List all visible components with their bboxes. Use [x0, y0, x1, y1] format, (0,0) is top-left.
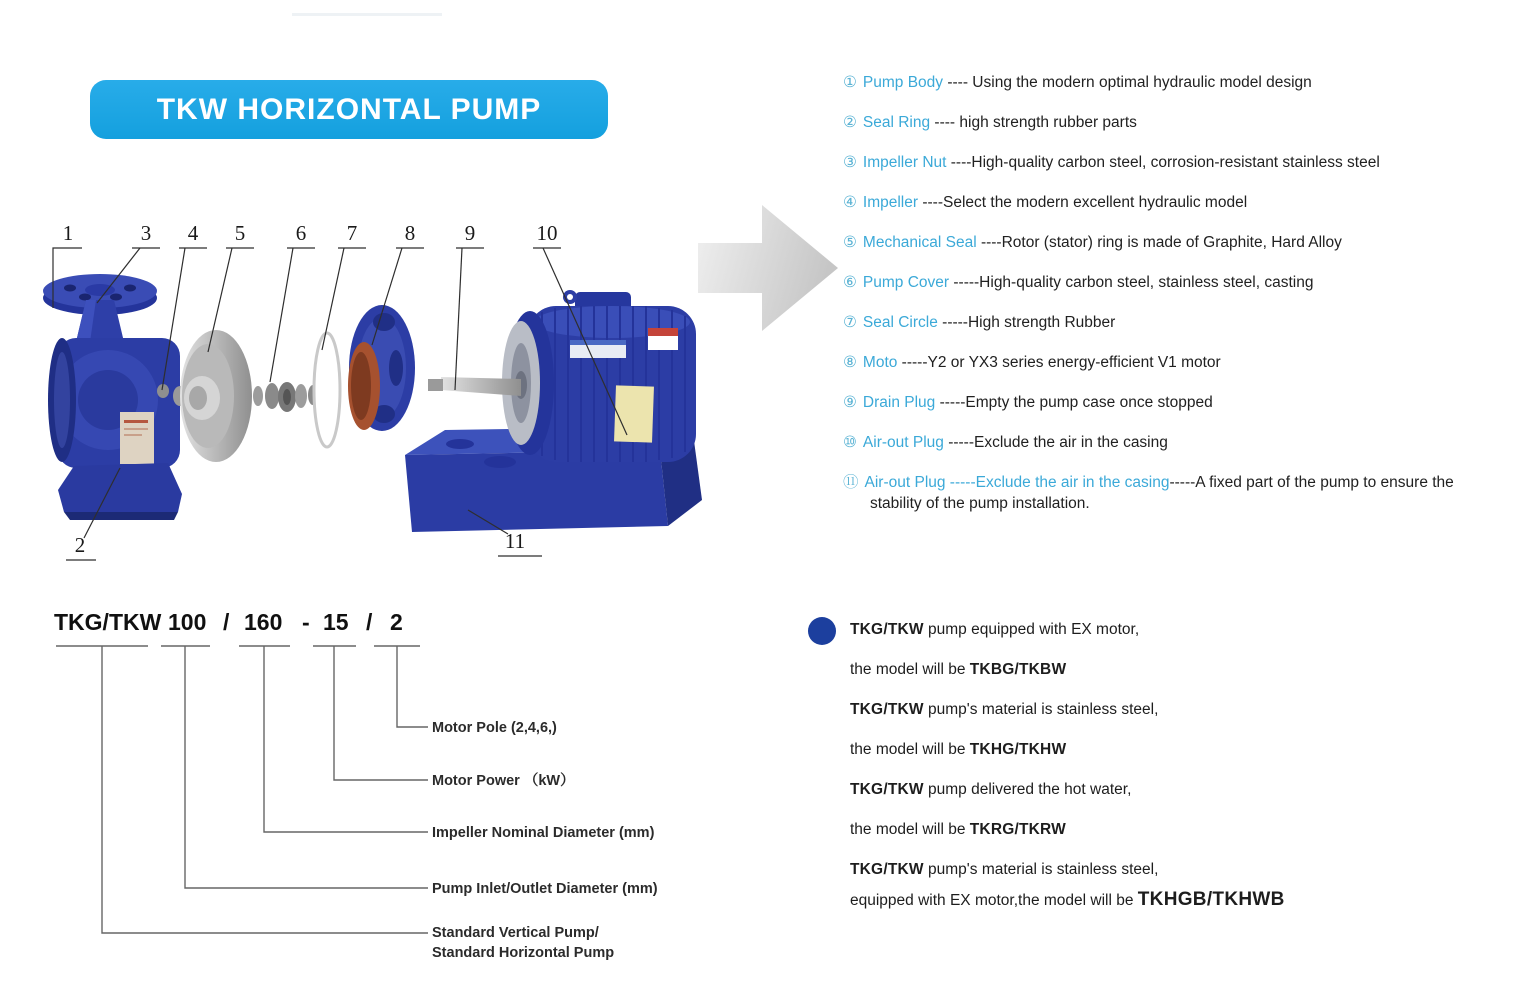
- part-name: Impeller: [862, 194, 919, 211]
- part-legend-item-7: [843, 312, 1493, 333]
- part-legend-item-10: [843, 432, 1493, 453]
- model-code-power: 15: [323, 609, 349, 635]
- part-callout-number-3: 3: [140, 221, 152, 245]
- part-name: Pump Body: [862, 74, 944, 91]
- model-code-text: TKHG/TKHW: [969, 741, 1067, 758]
- scan-artifact-line: [292, 13, 442, 16]
- exploded-pump-diagram: [30, 200, 840, 580]
- note-text: the model will be: [850, 741, 970, 758]
- part-legend-item-1: [843, 72, 1493, 93]
- circled-number-icon: ⑨: [843, 394, 857, 411]
- part-legend-item-9: [843, 392, 1493, 413]
- circled-number-icon: ⑩: [843, 434, 857, 451]
- variant-note-line-6: [850, 822, 1420, 838]
- part-description: -----Exclude the air in the casing: [943, 434, 1168, 451]
- variant-note-line-1: [850, 622, 1420, 638]
- part-callout-number-11: 11: [504, 529, 526, 553]
- part-callout-number-1: 1: [62, 221, 74, 245]
- variant-note-line-3: [850, 702, 1420, 718]
- model-code-impeller: 160: [244, 609, 283, 635]
- circled-number-icon: ⑤: [843, 234, 857, 251]
- note-text: the model will be: [850, 821, 970, 838]
- part-name: Air-out Plug: [862, 434, 944, 451]
- part-description: -----A fixed part of the pump to ensure the stability of the pump installation.: [870, 474, 1454, 512]
- part-name-extra: -----Exclude the air in the casing: [945, 474, 1170, 491]
- part-name: Impeller Nut: [862, 154, 947, 171]
- part-name: Seal Ring: [862, 114, 931, 131]
- note-text: equipped with EX motor,the model will be: [850, 892, 1138, 909]
- model-code-text: TKG/TKW: [850, 861, 924, 878]
- circled-number-icon: ⑥: [843, 274, 857, 291]
- page-title: TKW HORIZONTAL PUMP: [156, 92, 542, 126]
- circled-number-icon: ②: [843, 114, 857, 131]
- bullet-dot-icon: [808, 617, 836, 645]
- part-callout-number-8: 8: [404, 221, 416, 245]
- part-callout-number-6: 6: [295, 221, 307, 245]
- part-callout-number-2: 2: [74, 533, 86, 557]
- circled-number-icon: ⑪: [843, 474, 859, 491]
- pump-cover-illustration: [348, 305, 415, 431]
- part-legend-item-2: [843, 112, 1493, 133]
- label-inlet-diameter: Pump Inlet/Outlet Diameter (mm): [432, 881, 658, 897]
- note-text: pump equipped with EX motor,: [923, 621, 1140, 638]
- variant-note-line-7: [850, 862, 1420, 878]
- model-code-slash2: /: [366, 609, 373, 635]
- model-code-pole: 2: [390, 609, 403, 635]
- model-variants-notes: [850, 622, 1420, 933]
- part-description: ----High-quality carbon steel, corrosion-resistant stainless steel: [946, 154, 1380, 171]
- part-name: Pump Cover: [862, 274, 950, 291]
- model-code-text: TKRG/TKRW: [969, 821, 1066, 838]
- circled-number-icon: ⑧: [843, 354, 857, 371]
- part-callout-number-4: 4: [187, 221, 199, 245]
- note-text: pump's material is stainless steel,: [923, 861, 1159, 878]
- part-callout-number-10: 10: [536, 221, 558, 245]
- label-motor-pole: Motor Pole (2,4,6,): [432, 720, 557, 736]
- label-standard-pump-2: Standard Horizontal Pump: [432, 945, 615, 961]
- part-legend-item-5: [843, 232, 1493, 253]
- circled-number-icon: ③: [843, 154, 857, 171]
- variant-note-line-8: [850, 889, 1420, 910]
- part-name: Moto: [862, 354, 898, 371]
- note-text: pump's material is stainless steel,: [923, 701, 1159, 718]
- part-description: ----Select the modern excellent hydraulic model: [918, 194, 1248, 211]
- model-code-text: TKG/TKW: [850, 621, 924, 638]
- part-callout-number-5: 5: [234, 221, 246, 245]
- note-text: pump delivered the hot water,: [923, 781, 1132, 798]
- part-description: -----High-quality carbon steel, stainless steel, casting: [949, 274, 1314, 291]
- part-description: ----Rotor (stator) ring is made of Graphite, Hard Alloy: [976, 234, 1342, 251]
- part-legend-item-11: [843, 472, 1493, 514]
- label-motor-power: Motor Power （kW）: [432, 773, 575, 789]
- model-code-series: TKG/TKW: [54, 609, 162, 635]
- circled-number-icon: ①: [843, 74, 857, 91]
- part-name: Mechanical Seal: [862, 234, 977, 251]
- part-name: Drain Plug: [862, 394, 936, 411]
- variant-note-line-5: [850, 782, 1420, 798]
- part-legend-item-8: [843, 352, 1493, 373]
- part-legend-item-6: [843, 272, 1493, 293]
- part-description: -----High strength Rubber: [937, 314, 1116, 331]
- model-code-diagram: [40, 595, 720, 985]
- label-impeller-diameter: Impeller Nominal Diameter (mm): [432, 825, 655, 841]
- circled-number-icon: ⑦: [843, 314, 857, 331]
- mechanical-seal-parts-illustration: [253, 382, 318, 412]
- part-description: ---- Using the modern optimal hydraulic model design: [943, 74, 1312, 91]
- model-code-text: TKG/TKW: [850, 781, 924, 798]
- part-description: -----Empty the pump case once stopped: [935, 394, 1213, 411]
- parts-legend-list: [843, 72, 1493, 533]
- part-legend-item-4: [843, 192, 1493, 213]
- model-code-slash1: /: [223, 609, 230, 635]
- variant-note-line-2: [850, 662, 1420, 678]
- seal-circle-illustration: [314, 333, 340, 447]
- part-callout-number-9: 9: [464, 221, 476, 245]
- part-callout-number-7: 7: [346, 221, 358, 245]
- label-standard-pump-1: Standard Vertical Pump/: [432, 925, 599, 941]
- model-code-text: TKBG/TKBW: [969, 661, 1067, 678]
- variant-note-line-4: [850, 742, 1420, 758]
- title-banner: [90, 80, 608, 139]
- part-legend-item-3: [843, 152, 1493, 173]
- part-name: Air-out Plug: [864, 474, 946, 491]
- model-code-inlet: 100: [168, 609, 207, 635]
- direction-arrow-icon: [698, 205, 838, 331]
- model-code-text: TKG/TKW: [850, 701, 924, 718]
- part-name: Seal Circle: [862, 314, 938, 331]
- model-code-text: TKHGB/TKHWB: [1137, 889, 1285, 910]
- model-code-dash: -: [302, 609, 310, 635]
- part-description: ---- high strength rubber parts: [930, 114, 1137, 131]
- part-description: -----Y2 or YX3 series energy-efficient V1 motor: [897, 354, 1221, 371]
- circled-number-icon: ④: [843, 194, 857, 211]
- note-text: the model will be: [850, 661, 970, 678]
